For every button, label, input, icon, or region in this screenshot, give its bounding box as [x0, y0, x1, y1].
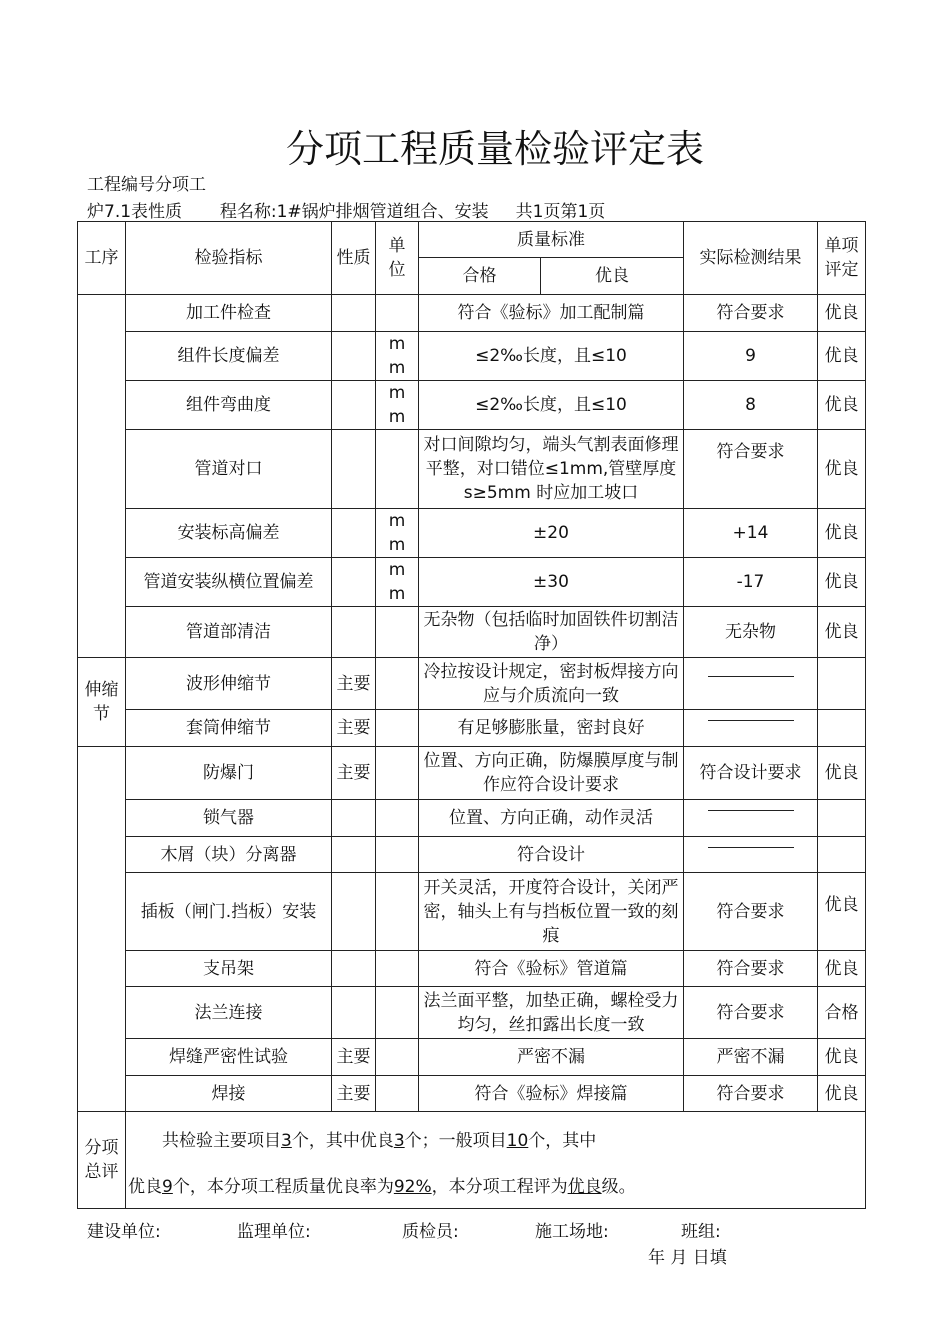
- general-excellent-count: 9: [162, 1177, 173, 1197]
- standard-cell: 有足够膨胀量，密封良好: [419, 710, 684, 747]
- result-cell: +14: [684, 509, 818, 558]
- table-row: [78, 430, 866, 509]
- unit-cell: m m: [376, 509, 419, 558]
- process-cell-bellows: 伸缩 节: [78, 658, 126, 747]
- col-nature: 性质: [332, 222, 376, 295]
- summary-text: 个，其中优良: [291, 1131, 394, 1151]
- col-result: 实际检测结果: [684, 222, 818, 295]
- result-cell: 符合要求: [684, 951, 818, 987]
- indicator-cell: 锁气器: [126, 800, 332, 837]
- result-cell: [684, 837, 818, 873]
- indicator-cell: 组件弯曲度: [126, 381, 332, 430]
- indicator-cell: 焊缝严密性试验: [126, 1039, 332, 1076]
- result-cell: 符合要求: [684, 1076, 818, 1112]
- unit-cell: [376, 1076, 419, 1112]
- indicator-cell: 组件长度偏差: [126, 332, 332, 381]
- unit-cell: [376, 607, 419, 658]
- result-cell: 9: [684, 332, 818, 381]
- unit-cell: [376, 1039, 419, 1076]
- result-cell: 符合要求: [684, 987, 818, 1039]
- standard-cell: 对口间隙均匀，端头气割表面修理平整，对口错位≤1mm,管壁厚度 s≥5mm 时应加工坡口: [419, 430, 684, 509]
- table-row: [78, 558, 866, 607]
- rating-cell: 优良: [818, 873, 866, 951]
- unit-cell: m m: [376, 332, 419, 381]
- main-excellent-count: 3: [393, 1131, 405, 1151]
- unit-cell: [376, 747, 419, 800]
- summary-text: 个，本分项工程质量优良率为: [172, 1177, 394, 1197]
- unit-cell: [376, 710, 419, 747]
- nature-cell: [332, 837, 376, 873]
- summary-text: 优良: [128, 1177, 162, 1197]
- result-cell: 符合要求: [684, 430, 818, 509]
- standard-cell: 符合《验标》管道篇: [419, 951, 684, 987]
- table-row: [78, 710, 866, 747]
- nature-cell: 主要: [332, 747, 376, 800]
- table-row: [78, 1039, 866, 1076]
- inspection-table: [77, 221, 866, 1209]
- excellent-rate: 92%: [393, 1177, 432, 1197]
- standard-cell: 开关灵活，开度符合设计，关闭严密，轴头上有与挡板位置一致的刻痕: [419, 873, 684, 951]
- nature-cell: [332, 332, 376, 381]
- rating-cell: 优良: [818, 332, 866, 381]
- table-row: [78, 951, 866, 987]
- unit-cell: [376, 295, 419, 332]
- standard-cell: 冷拉按设计规定，密封板焊接方向应与介质流向一致: [419, 658, 684, 710]
- construction-unit-label: 建设单位:: [87, 1222, 161, 1242]
- nature-cell: [332, 800, 376, 837]
- nature-cell: [332, 381, 376, 430]
- unit-cell: m m: [376, 381, 419, 430]
- col-excellent: 优良: [541, 258, 684, 295]
- rating-cell: [818, 710, 866, 747]
- process-cell-empty: [78, 295, 126, 658]
- dash-line: [708, 810, 794, 811]
- standard-cell: 位置、方向正确，防爆膜厚度与制作应符合设计要求: [419, 747, 684, 800]
- standard-cell: 法兰面平整，加垫正确，螺栓受力均匀，丝扣露出长度一致: [419, 987, 684, 1039]
- header-row: [78, 222, 866, 258]
- col-unit: 单 位: [376, 222, 419, 295]
- table-row: [78, 509, 866, 558]
- result-cell: 符合设计要求: [684, 747, 818, 800]
- standard-cell: ±20: [419, 509, 684, 558]
- summary-text: 个；一般项目: [404, 1131, 507, 1151]
- nature-cell: 主要: [332, 1039, 376, 1076]
- standard-cell: 符合《验标》焊接篇: [419, 1076, 684, 1112]
- nature-cell: [332, 430, 376, 509]
- col-standard: 质量标准: [419, 222, 684, 258]
- indicator-cell: 防爆门: [126, 747, 332, 800]
- rating-cell: [818, 800, 866, 837]
- rating-cell: 优良: [818, 509, 866, 558]
- standard-cell: ±30: [419, 558, 684, 607]
- col-process: 工序: [78, 222, 126, 295]
- indicator-cell: 管道对口: [126, 430, 332, 509]
- standard-cell: ≤2‰长度，且≤10: [419, 332, 684, 381]
- nature-cell: [332, 295, 376, 332]
- table-row: [78, 1076, 866, 1112]
- main-count: 3: [281, 1131, 292, 1151]
- indicator-cell: 焊接: [126, 1076, 332, 1112]
- dash-line: [708, 720, 794, 721]
- col-indicator: 检验指标: [126, 222, 332, 295]
- summary-cell: [126, 1112, 866, 1209]
- table-row: [78, 800, 866, 837]
- nature-cell: [332, 951, 376, 987]
- general-count: 10: [506, 1131, 529, 1151]
- rating-cell: 优良: [818, 381, 866, 430]
- unit-cell: [376, 658, 419, 710]
- result-cell: [684, 710, 818, 747]
- unit-cell: [376, 987, 419, 1039]
- col-qualified: 合格: [419, 258, 541, 295]
- result-cell: 符合要求: [684, 295, 818, 332]
- dash-line: [708, 676, 794, 677]
- summary-text: 个，其中: [528, 1131, 597, 1151]
- nature-cell: [332, 987, 376, 1039]
- table-row: [78, 873, 866, 951]
- rating-cell: 优良: [818, 295, 866, 332]
- dash-line: [708, 847, 794, 848]
- indicator-cell: 管道安装纵横位置偏差: [126, 558, 332, 607]
- nature-cell: [332, 558, 376, 607]
- nature-cell: [332, 607, 376, 658]
- result-cell: 严密不漏: [684, 1039, 818, 1076]
- indicator-cell: 波形伸缩节: [126, 658, 332, 710]
- standard-cell: 符合设计: [419, 837, 684, 873]
- indicator-cell: 套筒伸缩节: [126, 710, 332, 747]
- process-cell-empty: [78, 747, 126, 1112]
- summary-label: 分项 总评: [78, 1112, 126, 1209]
- result-cell: 无杂物: [684, 607, 818, 658]
- unit-cell: [376, 430, 419, 509]
- unit-cell: [376, 873, 419, 951]
- indicator-cell: 安装标高偏差: [126, 509, 332, 558]
- standard-cell: ≤2‰长度，且≤10: [419, 381, 684, 430]
- summary-text: ，本分项工程评为: [431, 1177, 568, 1197]
- unit-cell: m m: [376, 558, 419, 607]
- indicator-cell: 支吊架: [126, 951, 332, 987]
- table-row: [78, 381, 866, 430]
- col-rating: 单项 评定: [818, 222, 866, 295]
- table-row: [78, 332, 866, 381]
- nature-cell: 主要: [332, 1076, 376, 1112]
- rating-cell: [818, 837, 866, 873]
- site-label: 施工场地:: [535, 1222, 609, 1242]
- nature-cell: [332, 873, 376, 951]
- result-cell: 符合要求: [684, 873, 818, 951]
- rating-cell: 优良: [818, 1076, 866, 1112]
- rating-cell: 合格: [818, 987, 866, 1039]
- header-line-2: 炉7.1表性质 程名称:1#锅炉排烟管道组合、安装 共1页第1页: [87, 202, 606, 222]
- summary-line-1: [126, 1129, 865, 1153]
- rating-cell: 优良: [818, 1039, 866, 1076]
- unit-cell: [376, 837, 419, 873]
- result-cell: [684, 800, 818, 837]
- table-row: [78, 658, 866, 710]
- inspector-label: 质检员:: [402, 1222, 459, 1242]
- summary-text: 级。: [601, 1177, 636, 1197]
- standard-cell: 严密不漏: [419, 1039, 684, 1076]
- result-cell: -17: [684, 558, 818, 607]
- indicator-cell: 管道部清洁: [126, 607, 332, 658]
- final-grade: 优良: [567, 1177, 602, 1197]
- summary-line-2: [126, 1175, 865, 1199]
- table-row: [78, 837, 866, 873]
- date-label: 年 月 日填: [648, 1248, 727, 1268]
- page-title: 分项工程质量检验评定表: [285, 127, 704, 171]
- supervision-unit-label: 监理单位:: [237, 1222, 311, 1242]
- standard-cell: 符合《验标》加工配制篇: [419, 295, 684, 332]
- rating-cell: 优良: [818, 430, 866, 509]
- unit-cell: [376, 800, 419, 837]
- summary-row: [78, 1112, 866, 1209]
- summary-text: 共检验主要项目: [162, 1131, 281, 1151]
- header-line-1: 工程编号分项工: [87, 175, 206, 195]
- nature-cell: 主要: [332, 658, 376, 710]
- standard-cell: 位置、方向正确，动作灵活: [419, 800, 684, 837]
- result-cell: [684, 658, 818, 710]
- rating-cell: 优良: [818, 951, 866, 987]
- nature-cell: 主要: [332, 710, 376, 747]
- rating-cell: 优良: [818, 747, 866, 800]
- unit-cell: [376, 951, 419, 987]
- rating-cell: 优良: [818, 558, 866, 607]
- nature-cell: [332, 509, 376, 558]
- standard-cell: 无杂物（包括临时加固铁件切割洁净）: [419, 607, 684, 658]
- rating-cell: 优良: [818, 607, 866, 658]
- indicator-cell: 法兰连接: [126, 987, 332, 1039]
- indicator-cell: 加工件检查: [126, 295, 332, 332]
- indicator-cell: 木屑（块）分离器: [126, 837, 332, 873]
- table-row: [78, 295, 866, 332]
- rating-cell: [818, 658, 866, 710]
- table-row: [78, 987, 866, 1039]
- team-label: 班组:: [681, 1222, 721, 1242]
- result-cell: 8: [684, 381, 818, 430]
- table-row: [78, 747, 866, 800]
- indicator-cell: 插板（闸门.挡板）安装: [126, 873, 332, 951]
- table-row: [78, 607, 866, 658]
